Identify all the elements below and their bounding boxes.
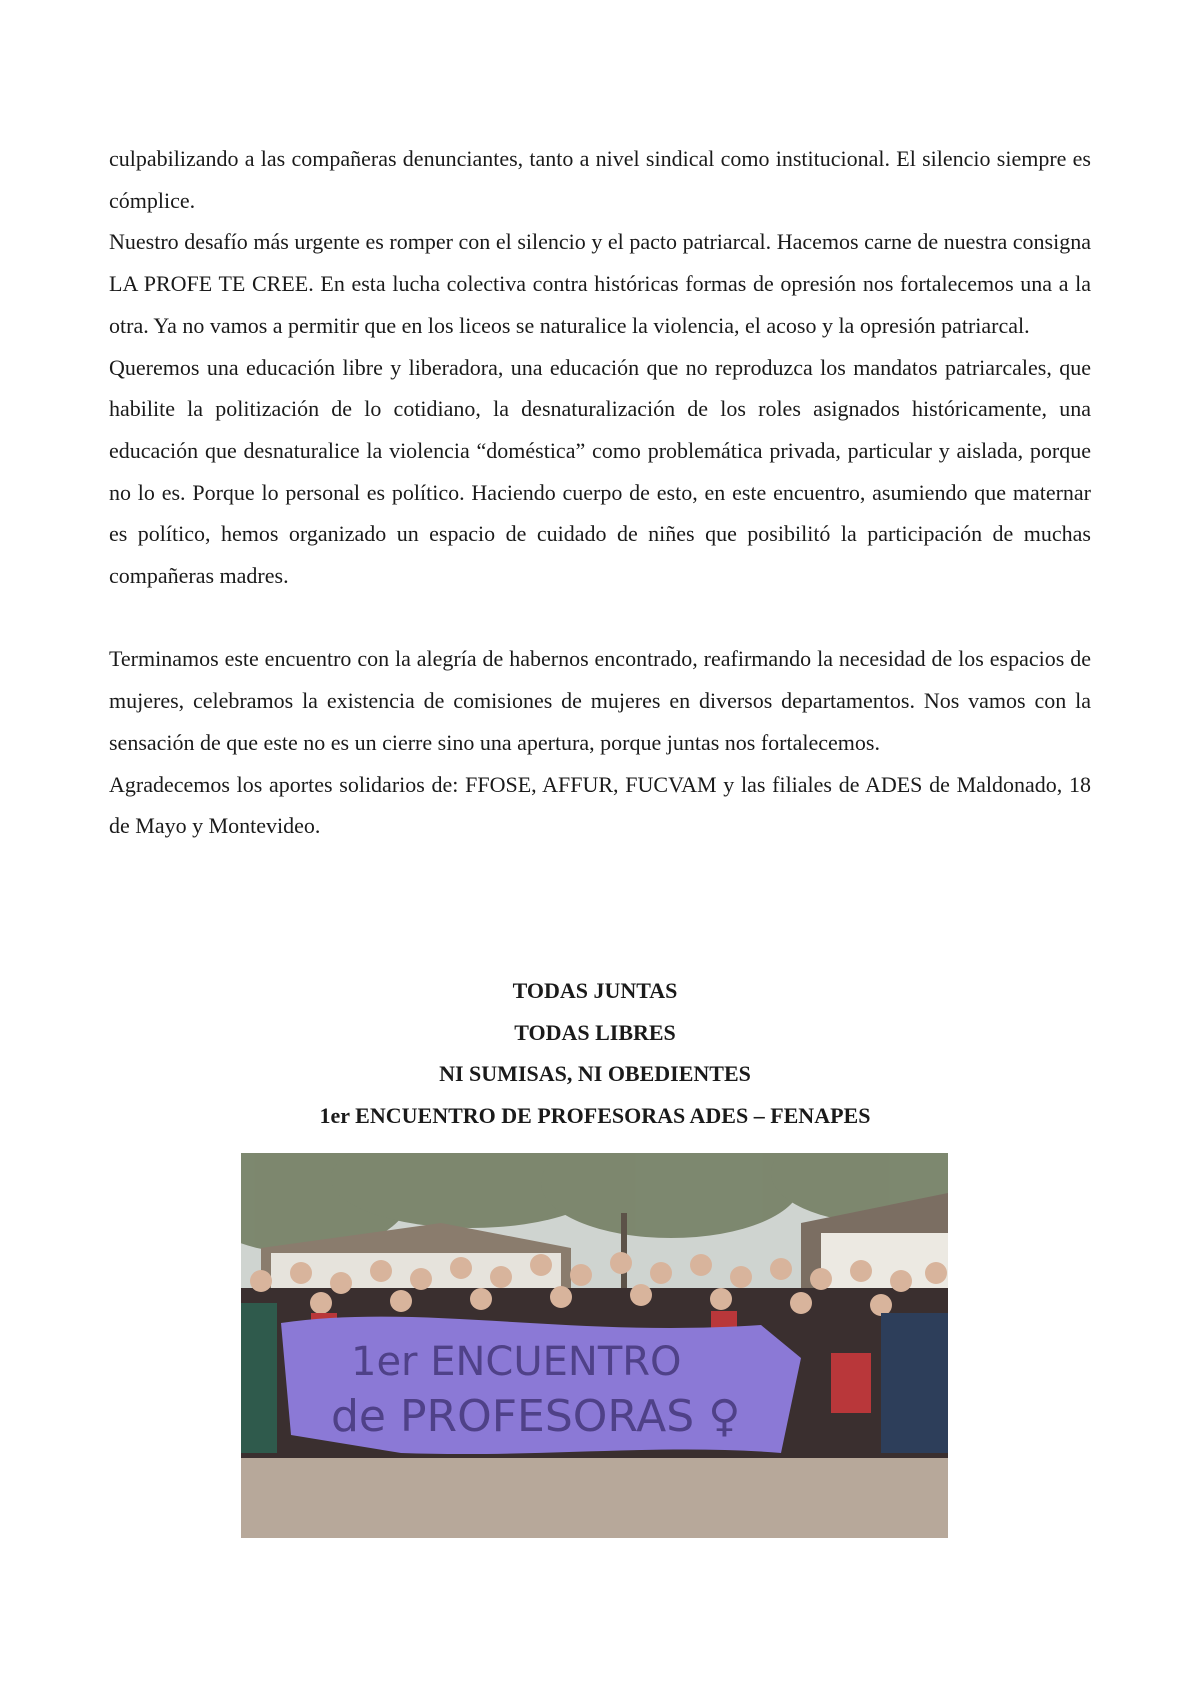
event-title: 1er ENCUENTRO DE PROFESORAS ADES – FENAPES xyxy=(319,1103,871,1129)
paragraph-4: Terminamos este encuentro con la alegría de habernos encontrado, reafirmando la necesidad de los espacios de mujeres, celebramos la existencia de comisiones de mujeres en diversos departamentos. Nos vamos con la sensación de que este no es un cierre sino una apertura, porque juntas nos fortalecemos. xyxy=(109,646,1091,755)
paragraph-3: Queremos una educación libre y liberadora, una educación que no reproduzca los mandatos patriarcales, que habilite la politización de lo cotidiano, la desnaturalización de los roles asignados históricamente, una educación que desnaturalice la violencia “doméstica” como problemática privada, particular y aislada, porque no lo es. Porque lo personal es político. Haciendo cuerpo de esto, en este encuentro, asumiendo que maternar es político, hemos organizado un espacio de cuidado de niñes que posibilitó la participación de muchas compañeras madres. xyxy=(109,354,1091,589)
photo-banner xyxy=(281,1317,801,1454)
body-text xyxy=(109,138,1091,847)
paragraph-gap xyxy=(109,597,1091,639)
slogan-line-1: TODAS JUNTAS xyxy=(512,978,678,1003)
group-photo-image xyxy=(241,1153,948,1538)
paragraph-2: Nuestro desafío más urgente es romper con el silencio y el pacto patriarcal. Hacemos carne de nuestra consigna LA PROFE TE CREE. En esta lucha colectiva contra históricas formas de opresión nos fortalecemos una a la otra. Ya no vamos a permitir que en los liceos se naturalice la violencia, el acoso y la opresión patriarcal. xyxy=(109,229,1091,338)
paragraph-1: culpabilizando a las compañeras denunciantes, tanto a nivel sindical como institucional. El silencio siempre es cómplice. xyxy=(109,146,1091,213)
slogan-line-2: TODAS LIBRES xyxy=(514,1019,676,1045)
slogan-line-3: NI SUMISAS, NI OBEDIENTES xyxy=(439,1061,751,1087)
banner-text-line-1: 1er ENCUENTRO xyxy=(351,1339,682,1385)
group-photo xyxy=(241,1153,948,1538)
banner-text-line-2: de PROFESORAS ♀ xyxy=(331,1391,741,1442)
closing-slogans xyxy=(0,970,1190,1137)
paragraph-5: Agradecemos los aportes solidarios de: FFOSE, AFFUR, FUCVAM y las filiales de ADES de Maldonado, 18 de Mayo y Montevideo. xyxy=(109,771,1091,839)
